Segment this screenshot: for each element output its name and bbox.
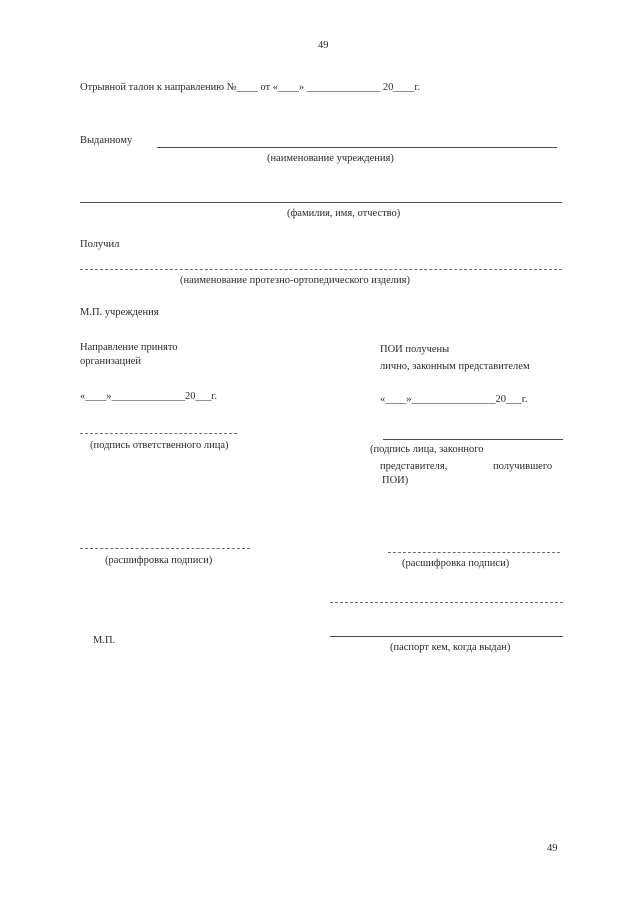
left-decode-caption: (расшифровка подписи)	[105, 555, 213, 566]
left-decode-line	[80, 548, 250, 549]
left-signature-caption: (подпись ответственного лица)	[90, 440, 229, 451]
fio-caption: (фамилия, имя, отчество)	[287, 208, 401, 219]
passport-caption: (паспорт кем, когда выдан)	[390, 642, 511, 653]
left-stamp-label: М.П.	[93, 635, 116, 646]
institution-stamp-label: М.П. учреждения	[80, 307, 159, 318]
right-signature-caption-line1: (подпись лица, законного	[370, 444, 484, 455]
issued-to-label: Выданному	[80, 135, 133, 146]
passport-line-1	[330, 602, 563, 603]
coupon-title-line: Отрывной талон к направлению №____ от «____» ______________ 20____г.	[80, 82, 421, 93]
right-signature-caption-line3: ПОИ)	[382, 475, 409, 486]
right-decode-line	[388, 552, 560, 553]
item-line	[80, 269, 562, 270]
right-date-line: «____»________________20___г.	[380, 394, 528, 405]
left-heading-line2: организацией	[80, 356, 142, 367]
left-date-line: «____»______________20___г.	[80, 391, 217, 402]
right-signature-caption-line2b: получившего	[493, 461, 553, 472]
institution-caption: (наименование учреждения)	[267, 153, 394, 164]
right-signature-caption-line2a: представителя,	[380, 461, 448, 472]
right-decode-caption: (расшифровка подписи)	[402, 558, 510, 569]
received-label: Получил	[80, 239, 120, 250]
item-caption: (наименование протезно-ортопедического изделия)	[180, 275, 410, 286]
page-number-bottom: 49	[547, 843, 558, 854]
passport-line-2	[330, 636, 563, 637]
left-heading-line1: Направление принято	[80, 342, 178, 353]
institution-line	[157, 147, 557, 148]
right-heading-line1: ПОИ получены	[380, 344, 450, 355]
page-number-top: 49	[318, 40, 329, 51]
left-signature-line	[80, 433, 237, 434]
fio-line	[80, 202, 562, 203]
right-heading-line2: лично, законным представителем	[380, 361, 530, 372]
right-signature-line	[383, 439, 563, 440]
